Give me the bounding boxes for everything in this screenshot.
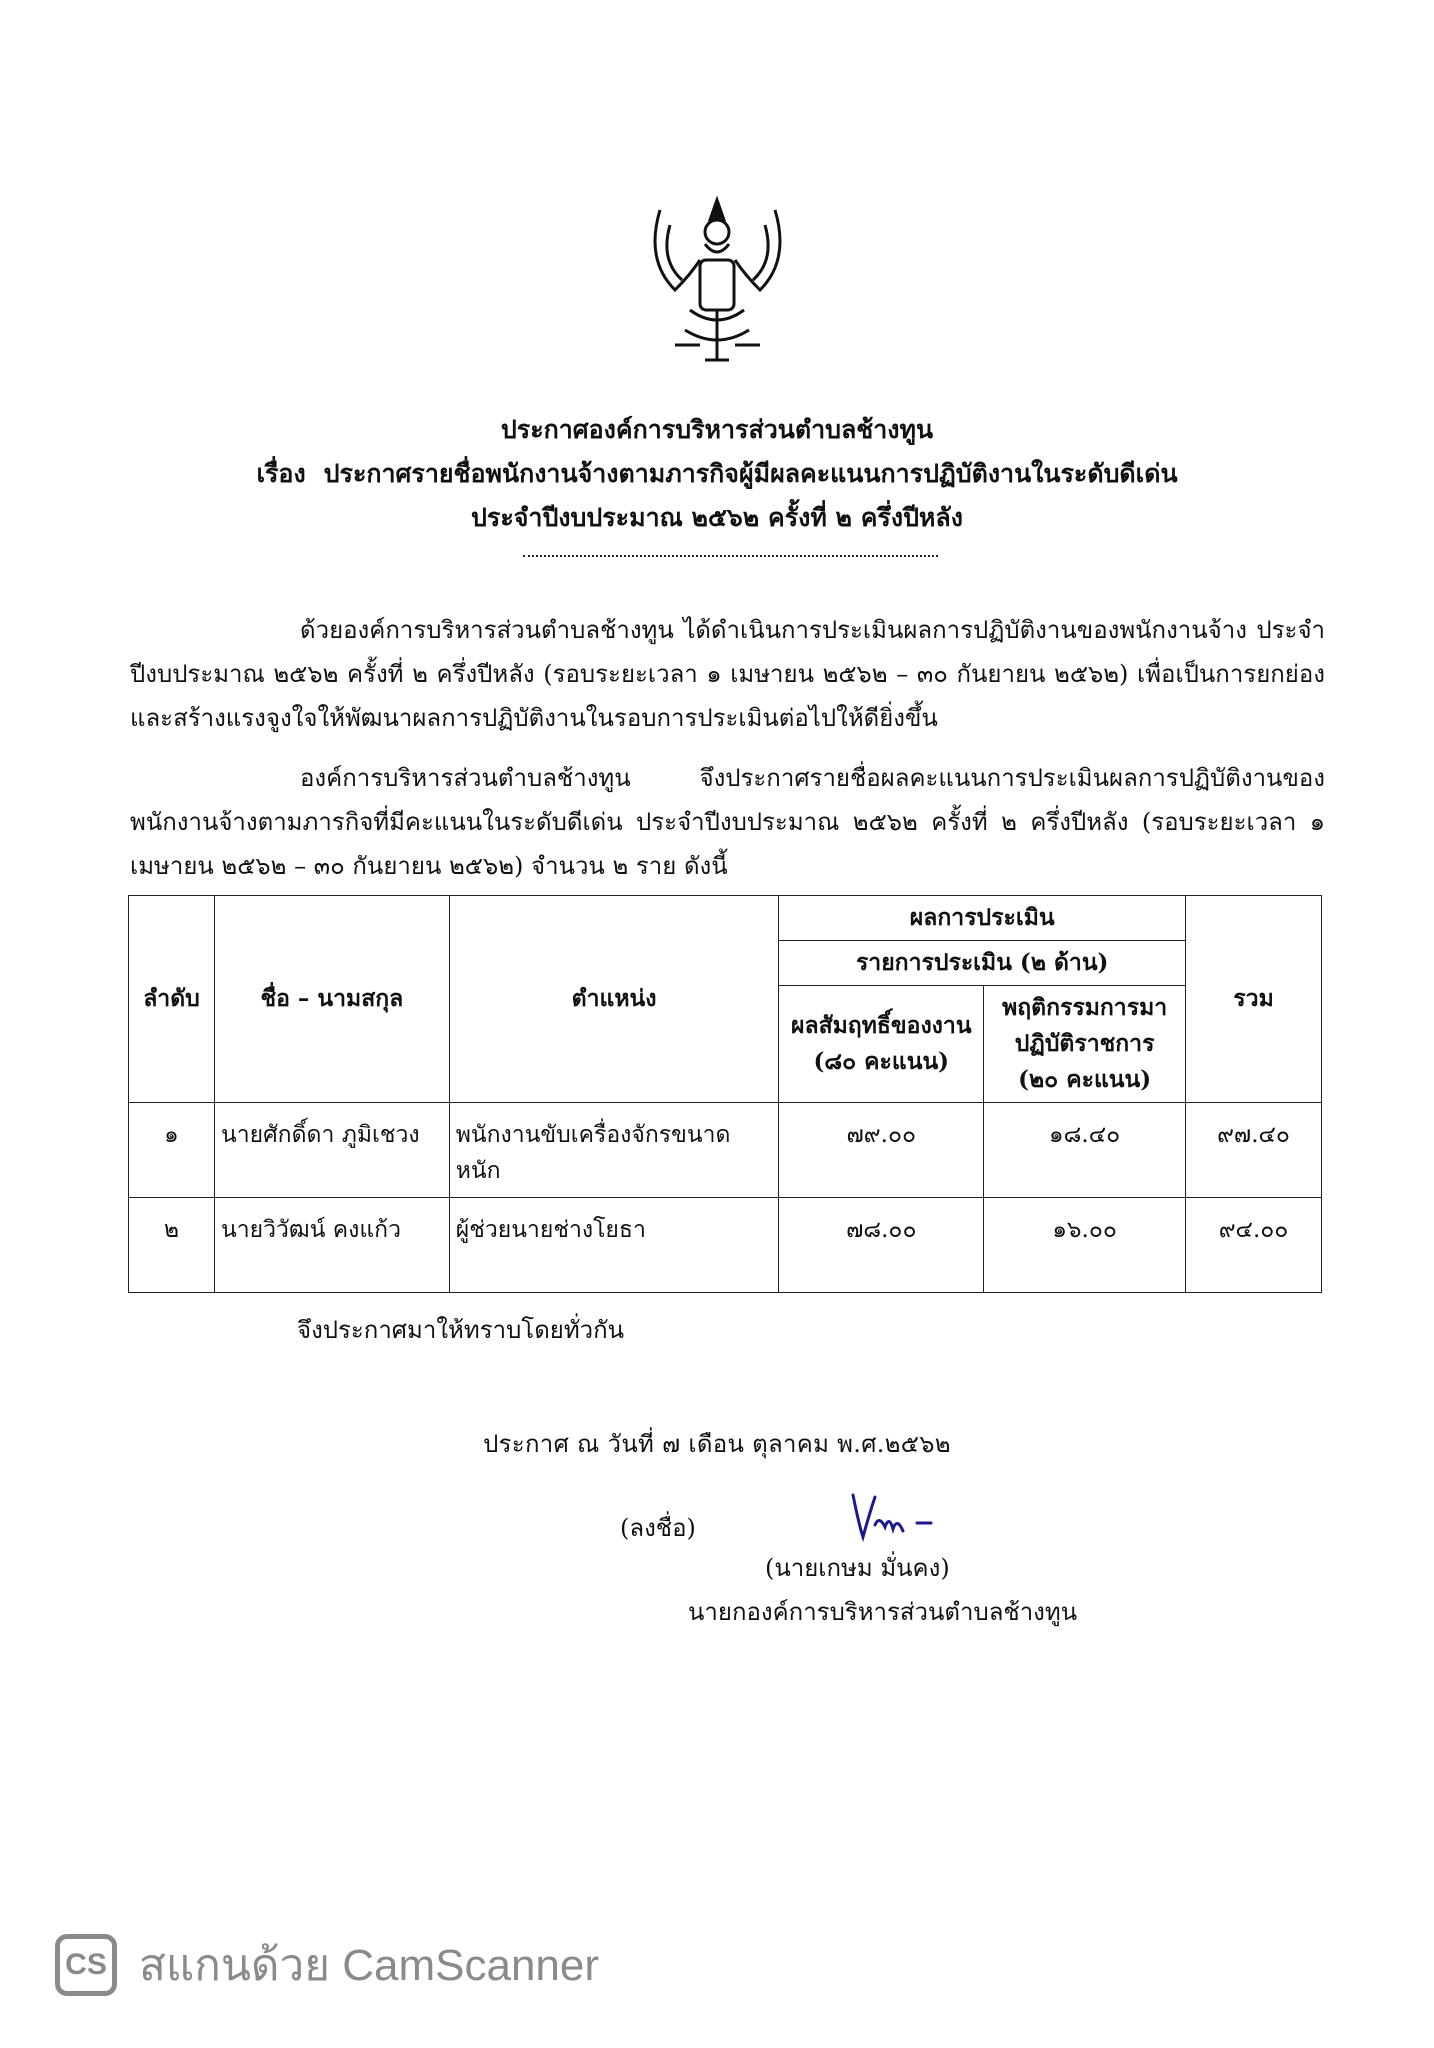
cell-name: นายวิวัฒน์ คงแก้ว <box>214 1198 449 1293</box>
header-evaluation-result: ผลการประเมิน <box>779 896 1186 941</box>
period-line: ประจำปีงบประมาณ ๒๕๖๒ ครั้งที่ ๒ ครึ่งปีหลัง <box>471 503 963 532</box>
cell-name: นายศักดิ์ดา ภูมิเชวง <box>214 1103 449 1198</box>
cell-achievement: ๗๘.๐๐ <box>779 1198 984 1293</box>
cell-achievement: ๗๙.๐๐ <box>779 1103 984 1198</box>
table-row <box>129 1103 1322 1198</box>
sign-label: (ลงชื่อ) <box>620 1514 696 1542</box>
signer-name: (นายเกษม มั่นคง) <box>765 1554 950 1582</box>
subject-label: เรื่อง <box>256 459 306 488</box>
cell-position: ผู้ช่วยนายช่างโยธา <box>449 1198 779 1293</box>
header-behavior-label: พฤติกรรมการมาปฏิบัติราชการ <box>1002 994 1168 1057</box>
paragraph-1 <box>130 608 1325 740</box>
header-position: ตำแหน่ง <box>449 896 779 1103</box>
paragraph-2 <box>130 756 1325 888</box>
announcement-date: ประกาศ ณ วันที่ ๗ เดือน ตุลาคม พ.ศ.๒๕๖๒ <box>483 1430 951 1458</box>
garuda-emblem-icon <box>630 180 805 370</box>
cell-total: ๙๔.๐๐ <box>1186 1198 1322 1293</box>
subject-text: ประกาศรายชื่อพนักงานจ้างตามภารกิจผู้มีผลคะแนนการปฏิบัติงานในระดับดีเด่น <box>323 459 1178 488</box>
camscanner-logo-icon: CS <box>55 1934 117 1996</box>
header-order: ลำดับ <box>129 896 215 1103</box>
organization-title: ประกาศองค์การบริหารส่วนตำบลช้างทูน <box>500 415 934 444</box>
header-name: ชื่อ – นามสกุล <box>214 896 449 1103</box>
cell-position: พนักงานขับเครื่องจักรขนาดหนัก <box>449 1103 779 1198</box>
signer-title: นายกองค์การบริหารส่วนตำบลช้างทูน <box>688 1598 1078 1626</box>
watermark-text: สแกนด้วย CamScanner <box>139 1941 600 1990</box>
header-achievement <box>779 986 984 1103</box>
cell-total: ๙๗.๔๐ <box>1186 1103 1322 1198</box>
header-behavior-points: (๒๐ คะแนน) <box>1018 1066 1152 1093</box>
camscanner-watermark <box>55 1930 599 2000</box>
cell-behavior: ๑๖.๐๐ <box>984 1198 1186 1293</box>
header-evaluation-items: รายการประเมิน (๒ ด้าน) <box>779 941 1186 986</box>
dotted-divider <box>523 555 938 557</box>
table-row <box>129 1198 1322 1293</box>
title-block <box>0 408 1434 540</box>
table-header-row <box>129 896 1322 941</box>
score-table <box>128 895 1322 1293</box>
header-achievement-points: (๘๐ คะแนน) <box>813 1048 950 1075</box>
paragraph-1-text: ด้วยองค์การบริหารส่วนตำบลช้างทูน ได้ดำเนินการประเมินผลการปฏิบัติงานของพนักงานจ้าง ประจำปีงบประมาณ ๒๕๖๒ ครั้งที่ ๒ ครึ่งปีหลัง (รอบระยะเวลา ๑ เมษายน ๒๕๖๒ – ๓๐ กันยายน ๒๕๖๒) เพื่อเป็นการยกย่องและสร้างแรงจูงใจให้พัฒนาผลการปฏิบัติงานในรอบการประเมินต่อไปให้ดียิ่งขึ้น <box>130 616 1325 732</box>
header-total: รวม <box>1186 896 1322 1103</box>
header-achievement-label: ผลสัมฤทธิ์ของงาน <box>791 1012 972 1039</box>
cell-order: ๑ <box>129 1103 215 1198</box>
header-behavior <box>984 986 1186 1103</box>
handwritten-signature <box>845 1485 955 1550</box>
paragraph-2-text: องค์การบริหารส่วนตำบลช้างทูน จึงประกาศรายชื่อผลคะแนนการประเมินผลการปฏิบัติงานของพนักงานจ้างตามภารกิจที่มีคะแนนในระดับดีเด่น ประจำปีงบประมาณ ๒๕๖๒ ครั้งที่ ๒ ครึ่งปีหลัง (รอบระยะเวลา ๑ เมษายน ๒๕๖๒ – ๓๐ กันยายน ๒๕๖๒) จำนวน ๒ ราย ดังนี้ <box>130 764 1325 880</box>
closing-statement: จึงประกาศมาให้ทราบโดยทั่วกัน <box>297 1316 625 1344</box>
cell-behavior: ๑๘.๔๐ <box>984 1103 1186 1198</box>
cell-order: ๒ <box>129 1198 215 1293</box>
subject-line <box>0 452 1434 496</box>
